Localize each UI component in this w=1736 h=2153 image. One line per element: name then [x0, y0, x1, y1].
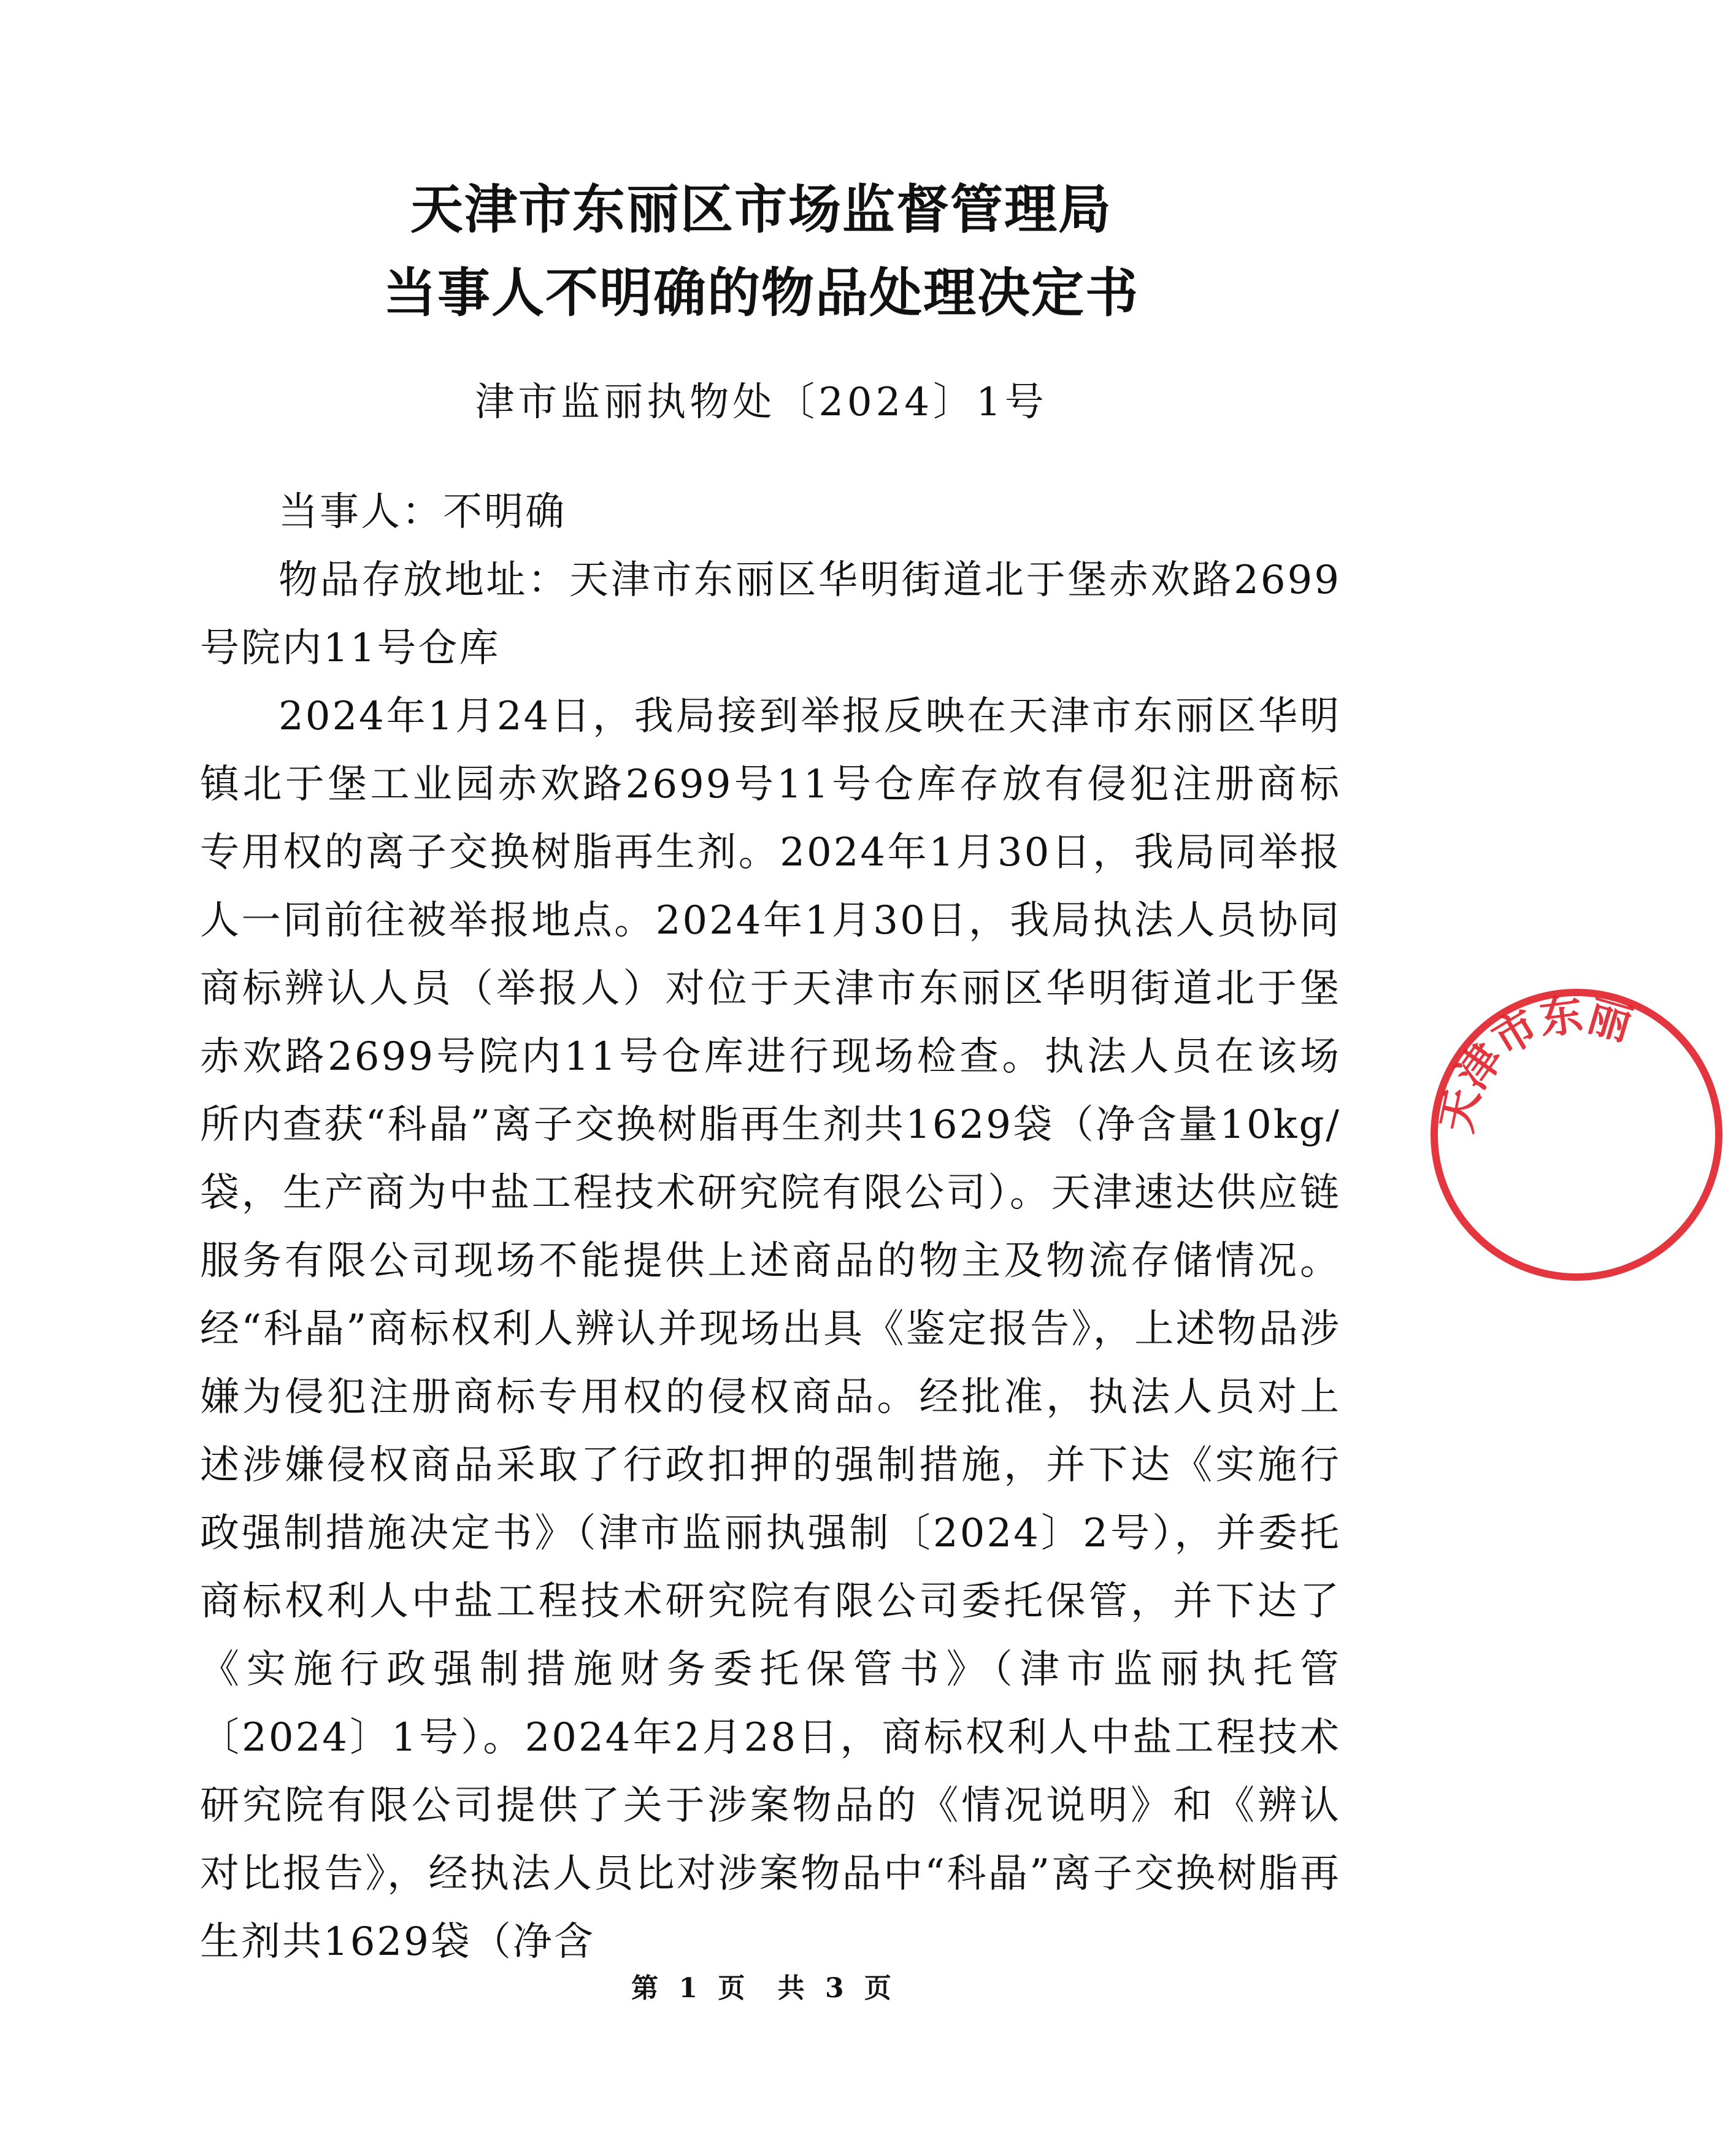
document-number: 津市监丽执物处〔2024〕1号 — [475, 380, 1048, 425]
svg-text:天津市东丽: 天津市东丽 — [1430, 988, 1638, 1137]
party-line: 当事人：不明确 — [278, 489, 566, 535]
storage-address-line: 物品存放地址：天津市东丽区华明街道北于堡赤欢路2699号院内11号仓库 — [200, 558, 1341, 671]
official-seal-stamp — [1417, 975, 1736, 1294]
case-description-paragraph: 2024年1月24日，我局接到举报反映在天津市东丽区华明镇北于堡工业园赤欢路2699号11号仓库存放有侵犯注册商标专用权的离子交换树脂再生剂。2024年1月30日，我局同举报人一同前往被举报地点。2024年1月30日，我局执法人员协同商标辨认人员（举报人）对位于天津市东丽区华明街道北于堡赤欢路2699号院内11号仓库进行现场检查。执法人员在该场所内查获“科晶”离子交换树脂再生剂共1629袋（净含量10kg/袋，生产商为中盐工程技术研究院有限公司）。天津速达供应链服务有限公司现场不能提供上述商品的物主及物流存储情况。经“科晶”商标权利人辨认并现场出具《鉴定报告》，上述物品涉嫌为侵犯注册商标专用权的侵权商品。经批准，执法人员对上述涉嫌侵权商品采取了行政扣押的强制措施，并下达《实施行政强制措施决定书》（津市监丽执强制〔2024〕2号），并委托商标权利人中盐工程技术研究院有限公司委托保管，并下达了《实施行政强制措施财务委托保管书》（津市监丽执托管〔2024〕1号）。2024年2月28日，商标权利人中盐工程技术研究院有限公司提供了关于涉案物品的《情况说明》和《辨认对比报告》，经执法人员比对涉案物品中“科晶”离子交换树脂再生剂共1629袋（净含 — [200, 694, 1341, 1965]
document-title-line2: 当事人不明确的物品处理决定书 — [383, 262, 1139, 324]
document-title-line1: 天津市东丽区市场监督管理局 — [410, 178, 1112, 240]
page-total: 共 3 页 — [777, 1973, 891, 2004]
page-number: 第 1 页 — [631, 1973, 745, 2004]
page-footer — [0, 1970, 1523, 2007]
document-body — [200, 478, 1341, 1976]
